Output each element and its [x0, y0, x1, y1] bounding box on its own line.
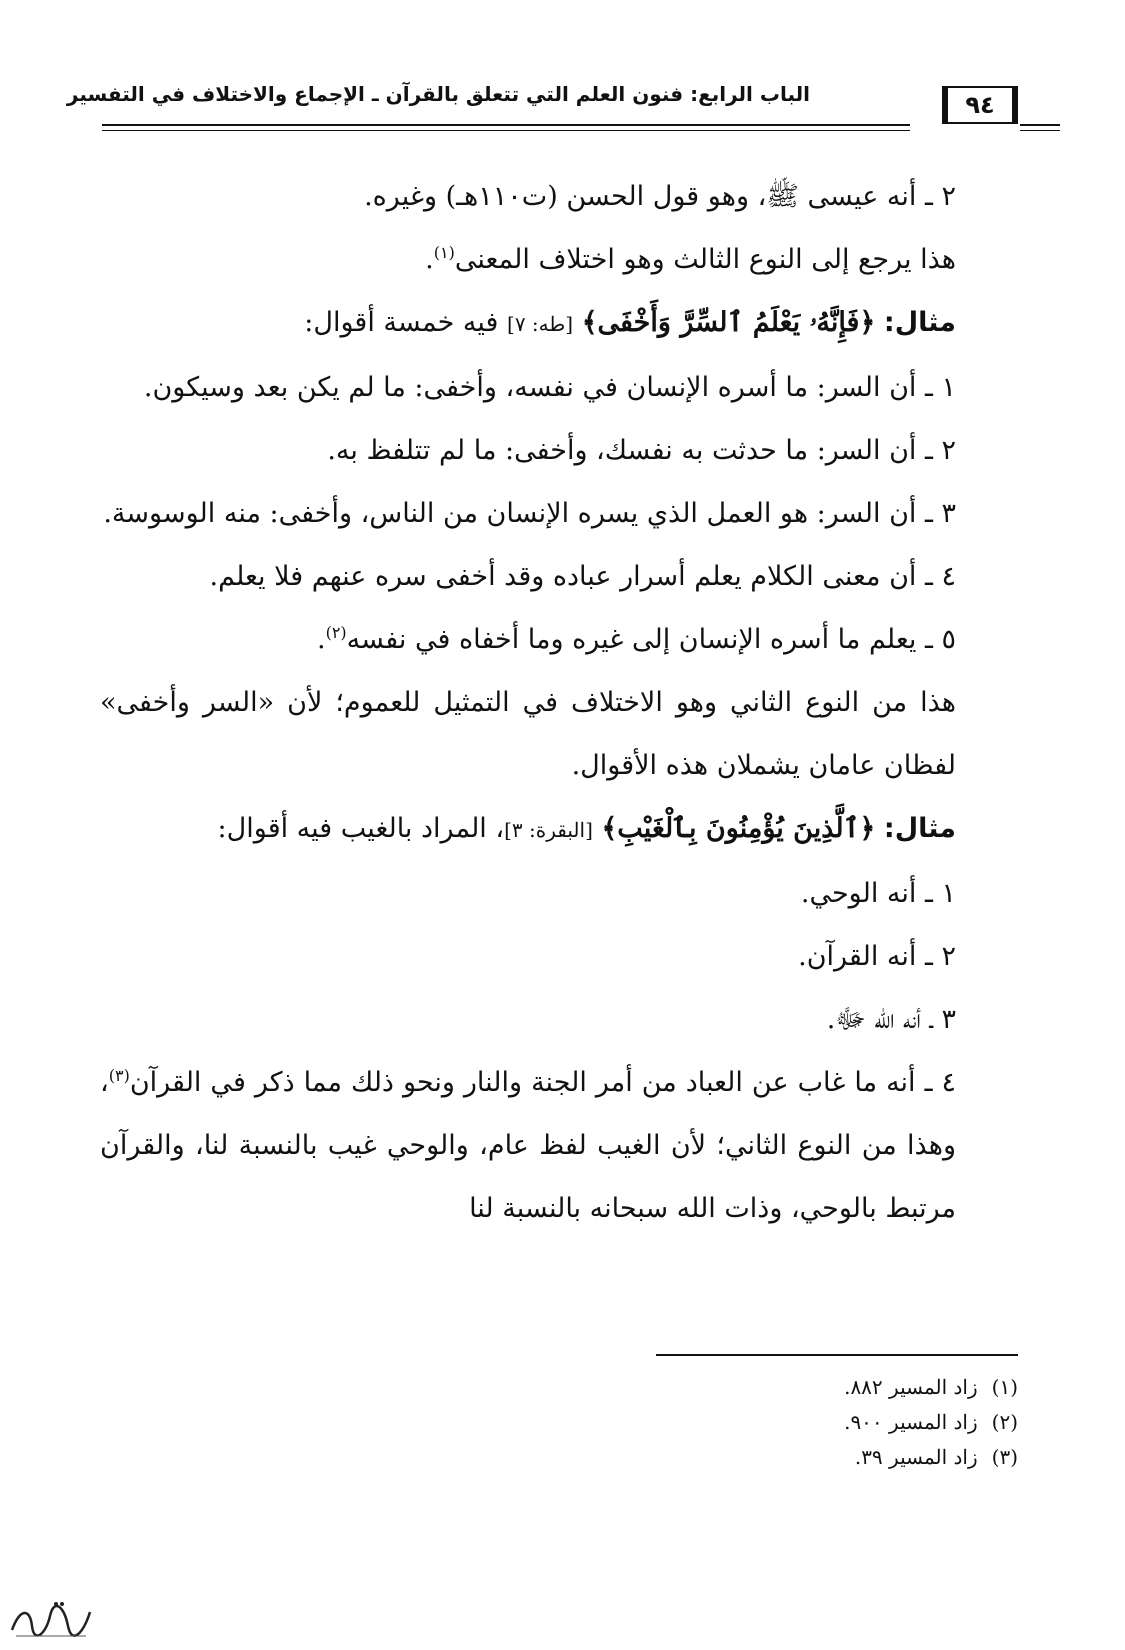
- publisher-logo-icon: [6, 1596, 96, 1640]
- footnote-divider: [656, 1354, 1018, 1356]
- text: هذا يرجع إلى النوع الثالث وهو اختلاف المعنى: [454, 244, 956, 275]
- header-rule-thin: [102, 130, 910, 131]
- list-item: ٢ ـ أنه القرآن.: [798, 941, 956, 972]
- list-item: ١ ـ أنه الوحي.: [800, 878, 956, 909]
- footnotes: [518, 1370, 1018, 1475]
- text: ٤ ـ أنه ما غاب عن العباد من أمر الجنة والنار ونحو ذلك مما ذكر في القرآن: [129, 1067, 956, 1098]
- list-item: ٣ ـ أن السر: هو العمل الذي يسره الإنسان من الناس، وأخفى: منه الوسوسة.: [103, 498, 956, 529]
- verse-reference: [البقرة: ٣]: [504, 818, 593, 842]
- header-rule-tail-thin: [1020, 130, 1060, 131]
- example-label: مثال:: [883, 307, 956, 338]
- footnote-ref: (٢): [325, 623, 347, 642]
- text: ، المراد بالغيب فيه أقوال:: [217, 813, 505, 844]
- list-item: [100, 1051, 1018, 1240]
- text: فيه خمسة أقوال:: [304, 307, 499, 338]
- verse-reference: [طه: ٧]: [507, 312, 574, 336]
- footnote-ref: (١): [433, 243, 455, 262]
- paragraph: [100, 228, 1018, 291]
- footnote: [518, 1440, 1018, 1475]
- example-paragraph: [100, 797, 1018, 862]
- text: ، وهذا من النوع الثاني؛ لأن الغيب لفظ عام، والوحي غيب بالنسبة لنا، والقرآن مرتبط بالوحي، وذات الله سبحانه بالنسبة لنا: [100, 1067, 956, 1224]
- text: ٥ ـ يعلم ما أسره الإنسان إلى غيره وما أخفاه في نفسه: [346, 624, 956, 655]
- footnote-ref: (٣): [108, 1066, 130, 1085]
- header-rule: [102, 124, 910, 126]
- list-item: ٣ ـ أنه الله ﷻ.: [826, 1004, 956, 1035]
- footnote-text: زاد المسير ٨٨٢.: [844, 1375, 978, 1399]
- paragraph: هذا من النوع الثاني وهو الاختلاف في التمثيل للعموم؛ لأن «السر وأخفى» لفظان عامان يشملان هذه الأقوال.: [100, 687, 956, 781]
- text: .: [316, 624, 326, 655]
- list-item: ١ ـ أن السر: ما أسره الإنسان في نفسه، وأخفى: ما لم يكن بعد وسيكون.: [143, 372, 956, 403]
- page-header: [66, 74, 1020, 134]
- footnote-number: (٢): [991, 1410, 1018, 1434]
- list-item: ٢ ـ أن السر: ما حدثت به نفسك، وأخفى: ما لم تتلفظ به.: [327, 435, 956, 466]
- body-text: [100, 165, 1018, 1240]
- footnote-text: زاد المسير ٩٠٠.: [844, 1410, 978, 1434]
- text: .: [425, 244, 434, 275]
- footnote-number: (٣): [991, 1445, 1018, 1469]
- text: ٢ ـ أنه عيسى ﷺ، وهو قول الحسن (ت١١٠هـ) وغيره.: [364, 181, 956, 212]
- example-label: مثال:: [883, 813, 956, 844]
- list-item: ٤ ـ أن معنى الكلام يعلم أسرار عباده وقد أخفى سره عنهم فلا يعلم.: [209, 561, 956, 592]
- quran-verse: ﴿فَإِنَّهُۥ يَعْلَمُ ٱلسِّرَّ وَأَخْفَى﴾: [581, 307, 876, 338]
- footnote-number: (١): [991, 1375, 1018, 1399]
- footnote: [518, 1405, 1018, 1440]
- footnote-text: زاد المسير ٣٩.: [854, 1445, 978, 1469]
- header-rule-tail: [1020, 124, 1060, 126]
- list-item: [100, 608, 1018, 671]
- footnote: [518, 1370, 1018, 1405]
- quran-verse: ﴿ٱلَّذِينَ يُؤْمِنُونَ بِٱلْغَيْبِ﴾: [601, 813, 876, 844]
- page-number: ٩٤: [942, 86, 1018, 124]
- example-paragraph: [100, 291, 1018, 356]
- paragraph: [100, 165, 1018, 228]
- chapter-title: الباب الرابع: فنون العلم التي تتعلق بالقرآن ـ الإجماع والاختلاف في التفسير: [66, 82, 810, 106]
